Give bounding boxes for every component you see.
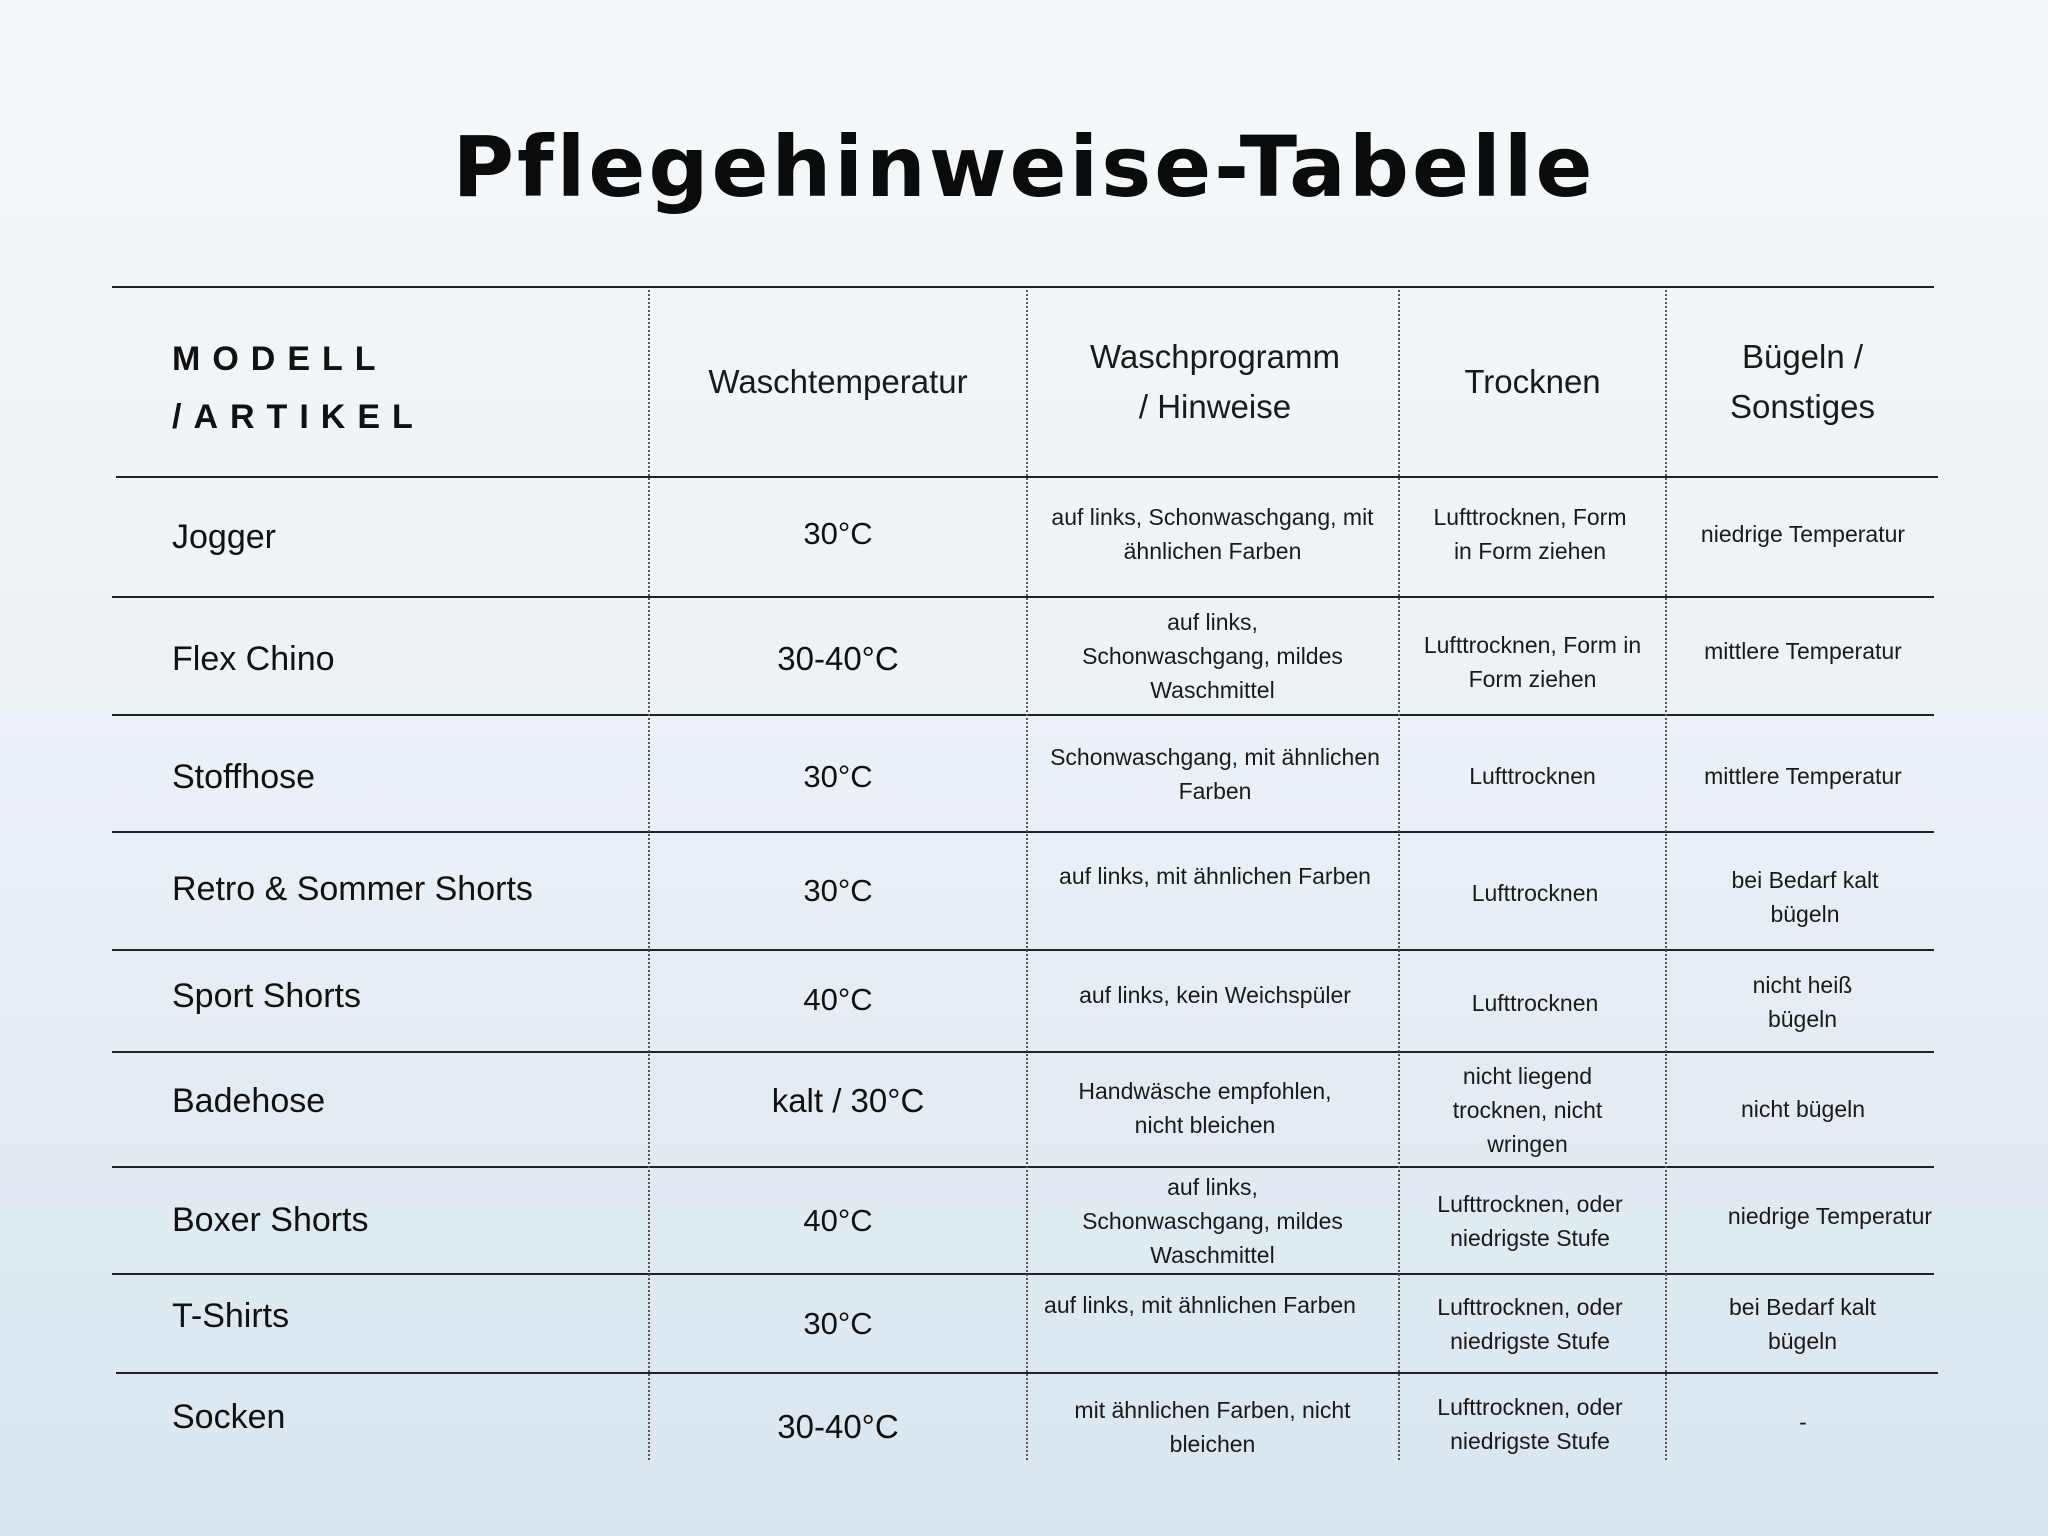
header-drying: Trocknen <box>1464 363 1601 400</box>
row-program: auf links, Schonwaschgang, mildes Waschmittel <box>1082 609 1343 703</box>
row-model: Badehose <box>172 1081 326 1120</box>
row-model: Jogger <box>172 517 276 556</box>
row-temperature: 30-40°C <box>777 1408 899 1445</box>
header-ironing: Bügeln / Sonstiges <box>1730 338 1875 425</box>
row-drying: Lufttrocknen, oder niedrigste Stufe <box>1437 1191 1623 1251</box>
header-model-line1: MODELL <box>172 340 388 378</box>
row-program: auf links, Schonwaschgang, mit ähnlichen Farben <box>1051 504 1374 564</box>
row-ironing: niedrige Temperatur <box>1727 1203 1933 1229</box>
row-temperature: 30-40°C <box>777 640 899 677</box>
header-program: Waschprogramm / Hinweise <box>1090 338 1340 425</box>
row-model: Stoffhose <box>172 757 316 796</box>
row-model: Sport Shorts <box>172 976 361 1015</box>
header-model-line2: /ARTIKEL <box>172 398 425 436</box>
row-drying: Lufttrocknen <box>1471 990 1599 1016</box>
row-temperature: 40°C <box>803 982 873 1017</box>
header-temperature: Waschtemperatur <box>708 363 968 400</box>
row-model: Flex Chino <box>172 639 335 678</box>
row-temperature: 30°C <box>803 516 873 551</box>
row-program: auf links, mit ähnlichen Farben <box>1044 1292 1356 1318</box>
row-drying: Lufttrocknen <box>1471 880 1599 906</box>
row-drying: Lufttrocknen, Form in Form ziehen <box>1423 632 1642 692</box>
row-ironing: bei Bedarf kalt bügeln <box>1728 1294 1877 1354</box>
row-program: auf links, Schonwaschgang, mildes Waschmittel <box>1082 1174 1343 1268</box>
header-model <box>172 330 425 446</box>
row-model: T-Shirts <box>172 1296 290 1335</box>
row-drying: nicht liegend trocknen, nicht wringen <box>1452 1063 1603 1157</box>
row-temperature: 30°C <box>803 873 873 908</box>
row-model: Retro & Sommer Shorts <box>172 869 533 908</box>
row-program: auf links, kein Weichspüler <box>1079 982 1351 1008</box>
row-program: mit ähnlichen Farben, nicht bleichen <box>1074 1397 1351 1457</box>
row-ironing: - <box>1799 1409 1807 1435</box>
row-program: Handwäsche empfohlen, nicht bleichen <box>1078 1078 1332 1138</box>
row-temperature: kalt / 30°C <box>771 1082 925 1119</box>
row-ironing: nicht bügeln <box>1740 1096 1866 1122</box>
row-drying: Lufttrocknen, oder niedrigste Stufe <box>1437 1394 1623 1454</box>
row-ironing: mittlere Temperatur <box>1704 763 1902 789</box>
row-drying: Lufttrocknen, oder niedrigste Stufe <box>1437 1294 1623 1354</box>
row-model: Boxer Shorts <box>172 1200 369 1239</box>
row-program: auf links, mit ähnlichen Farben <box>1059 863 1371 889</box>
row-ironing: bei Bedarf kalt bügeln <box>1731 867 1879 927</box>
row-model: Socken <box>172 1397 286 1436</box>
row-drying: Lufttrocknen <box>1469 763 1596 789</box>
row-temperature: 30°C <box>803 759 873 794</box>
page-title: Pflegehinweise-Tabelle <box>452 118 1596 216</box>
row-ironing: mittlere Temperatur <box>1704 638 1902 664</box>
row-ironing: nicht heiß bügeln <box>1752 972 1853 1032</box>
row-temperature: 30°C <box>803 1306 873 1341</box>
row-drying: Lufttrocknen, Form in Form ziehen <box>1433 504 1627 564</box>
row-ironing: niedrige Temperatur <box>1700 521 1906 547</box>
row-program: Schonwaschgang, mit ähnlichen Farben <box>1050 744 1380 804</box>
row-temperature: 40°C <box>803 1203 873 1238</box>
